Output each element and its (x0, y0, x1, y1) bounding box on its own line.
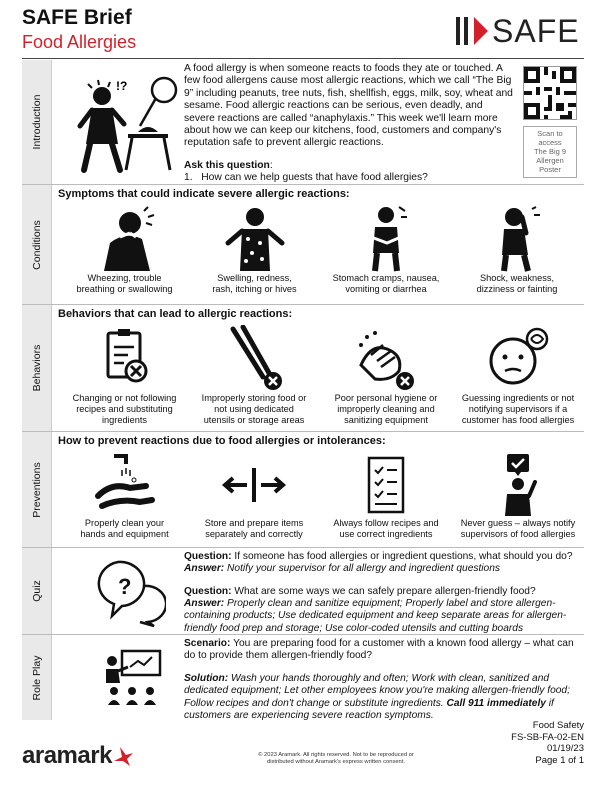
behavior-item: Guessing ingredients or not notifying supervisors if a customer has food allergies (454, 325, 582, 426)
safe-chevron-icon (474, 17, 488, 45)
ask-question-heading: Ask this question: (184, 160, 273, 171)
introduction-section (22, 60, 584, 185)
behavior-item: Improperly storing food or not using dedicated utensils or storage areas (190, 325, 318, 426)
behavior-item: Poor personal hygiene or improperly cleaning and sanitizing equipment (320, 325, 452, 426)
role-play-side-label: Role Play (22, 635, 52, 720)
page-subtitle: Food Allergies (22, 32, 137, 52)
doc-code: FS-SB-FA-02-EN (511, 731, 584, 743)
document-info (511, 720, 584, 766)
quiz-side-label: Quiz (22, 548, 52, 634)
quiz-question-1: Question: If someone has food allergies or ingredient questions, what should you do? (184, 551, 573, 562)
dirty-hands-x-icon (351, 325, 421, 393)
presentation-icon (102, 649, 164, 707)
prevention-item: Properly clean your hands and equipment (62, 452, 187, 540)
clipboard-x-icon (90, 325, 160, 393)
prevention-item: Always follow recipes and use correct ingredients (320, 452, 452, 540)
role-play-scenario: Scenario: You are preparing food for a customer with a known food allergy – what can do to provide them allergen-friendly food? (184, 638, 574, 662)
notify-supervisor-icon (483, 452, 553, 518)
quiz-question-2: Question: What are some ways we can safely prepare allergen-friendly food? (184, 586, 536, 597)
ask-question-item: 1. How can we help guests that have food allergies? (184, 172, 428, 183)
behaviors-title: Behaviors that can lead to allergic reactions: (58, 308, 293, 320)
introduction-paragraph: A food allergy is when someone reacts to foods they ate or touched. A few food allergens cause most allergic reactions, which we call “The Big 9” including peanuts, tree nuts, fish, shellfish, eggs, milk, soy, wheat and sesame. Food allergic reactions can be serious, even deadly, and severe reactions are called “anaphylaxis.” This week we'll learn more about how we can keep our kitchens, food, customers and company's reputation safe to prevent allergic reactions. (184, 63, 513, 149)
svg-text:?: ? (118, 574, 132, 599)
stomach-cramp-icon (351, 203, 421, 273)
doc-date: 01/19/23 (547, 743, 584, 754)
preventions-title: How to prevent reactions due to food allergies or intolerances: (58, 435, 386, 447)
qr-pattern (524, 67, 576, 119)
confused-face-icon (483, 325, 553, 393)
preventions-section (22, 432, 584, 548)
separate-arrows-icon (219, 452, 289, 518)
dizzy-person-icon (482, 203, 552, 273)
rash-person-icon (220, 203, 290, 273)
speech-bubbles-icon (88, 556, 166, 628)
prevention-item: Store and prepare items separately and correctly (190, 452, 318, 540)
qr-caption: Scan to access The Big 9 Allergen Poster (523, 126, 577, 178)
conditions-title: Symptoms that could indicate severe allergic reactions: (58, 188, 350, 200)
quiz-answer-2: Answer: Properly clean and sanitize equipment; Properly label and store allergen-containing products; Use dedicated equipment and keep separate areas for allergen-friendly food prep and storage; Use color-coded utensils and cutting boards (184, 598, 567, 634)
condition-item: Wheezing, trouble breathing or swallowing (62, 203, 187, 295)
doc-category: Food Safety (532, 720, 584, 731)
safe-logo-text: SAFE (492, 13, 580, 49)
page-title: SAFE Brief (22, 6, 132, 29)
aramark-star-icon (112, 745, 134, 767)
aramark-logo: aramark (22, 742, 134, 770)
svg-text:!?: !? (116, 79, 128, 93)
behaviors-section (22, 305, 584, 432)
condition-item: Swelling, redness, rash, itching or hives (192, 203, 317, 295)
tongs-x-icon (219, 325, 289, 393)
quiz-answer-1: Answer: Notify your supervisor for all allergy and ingredient questions (184, 563, 500, 574)
quiz-section (22, 548, 584, 635)
behaviors-side-label: Behaviors (22, 305, 52, 431)
role-play-section (22, 635, 584, 720)
preventions-side-label: Preventions (22, 432, 52, 547)
conditions-side-label: Conditions (22, 185, 52, 304)
allergic-reaction-person-icon (66, 74, 186, 174)
handwashing-icon (90, 452, 160, 518)
conditions-section (22, 185, 584, 305)
introduction-side-label: Introduction (22, 60, 52, 184)
choking-person-icon (90, 203, 160, 273)
copyright-notice: © 2023 Aramark. All rights reserved. Not to be reproduced or distributed without Aramark's express written consent. (258, 752, 414, 765)
condition-item: Stomach cramps, nausea, vomiting or diarrhea (320, 203, 452, 295)
header-divider (22, 58, 584, 59)
condition-item: Shock, weakness, dizziness or fainting (454, 203, 580, 295)
role-play-solution: Solution: Wash your hands thoroughly and often; Work with clean, sanitized and dedicated equipment; Let other employees know you're making allergen-friendly food; Follow recipes and don't change or substitute ingredients. Call 911 immediately if customers are experiencing severe reaction symptoms. (184, 673, 570, 721)
doc-page: Page 1 of 1 (535, 754, 584, 766)
safe-logo (456, 14, 580, 48)
checklist-icon (351, 452, 421, 518)
prevention-item: Never guess – always notify supervisors of food allergies (454, 452, 582, 540)
qr-code[interactable] (523, 66, 577, 120)
behavior-item: Changing or not following recipes and substituting ingredients (62, 325, 187, 426)
